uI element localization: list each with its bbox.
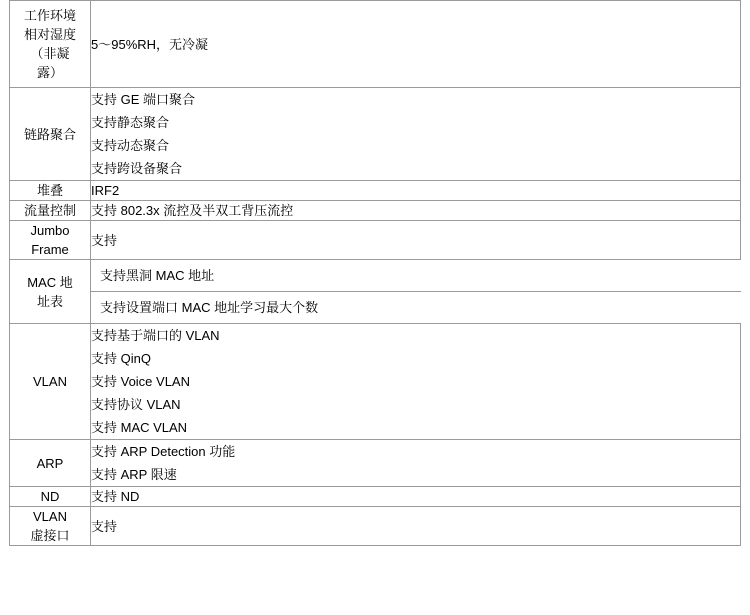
row-value-cell	[91, 1, 741, 88]
row-value: 支持 ND	[91, 489, 140, 504]
row-label-cell	[10, 260, 91, 324]
sub-row-value: 支持黑洞 MAC 地址	[91, 260, 741, 292]
sub-row	[91, 292, 741, 324]
row-label-cell	[10, 201, 91, 221]
row-label: Jumbo Frame	[30, 223, 70, 257]
row-label-cell	[10, 324, 91, 440]
table-row	[10, 181, 741, 201]
table-row	[10, 487, 741, 507]
row-label: 堆叠	[36, 183, 63, 198]
row-value: IRF2	[91, 183, 120, 198]
row-value-cell	[91, 201, 741, 221]
sub-row	[91, 260, 741, 292]
row-value: 支持	[91, 518, 118, 534]
row-label: VLAN	[33, 374, 67, 389]
row-label-cell	[10, 507, 91, 546]
row-value: 支持基于端口的 VLAN 支持 QinQ 支持 Voice VLAN 支持协议 VLAN 支持 MAC VLAN	[91, 328, 220, 435]
row-label-cell	[10, 88, 91, 181]
row-label: 流量控制	[23, 203, 76, 218]
row-label: ARP	[36, 455, 64, 471]
row-value: 5～95%RH，无冷凝	[91, 36, 209, 52]
table-row	[10, 507, 741, 546]
row-value: 支持 ARP Detection 功能 支持 ARP 限速	[91, 444, 236, 482]
row-label: ND	[40, 489, 60, 504]
row-value: 支持	[91, 232, 118, 248]
table-row	[10, 221, 741, 260]
row-value-cell	[91, 260, 741, 324]
row-value-cell	[91, 221, 741, 260]
table-row	[10, 324, 741, 440]
sub-row-value: 支持设置端口 MAC 地址学习最大个数	[100, 300, 319, 315]
row-label-cell	[10, 440, 91, 487]
table-row	[10, 201, 741, 221]
row-label-cell	[10, 487, 91, 507]
row-value: 支持 802.3x 流控及半双工背压流控	[91, 203, 294, 218]
table-row	[10, 1, 741, 88]
table-row	[10, 440, 741, 487]
specification-table	[9, 0, 741, 546]
row-label: 链路聚合	[23, 126, 76, 142]
row-value-cell	[91, 507, 741, 546]
row-value-cell	[91, 440, 741, 487]
row-value-cell	[91, 487, 741, 507]
row-value-cell	[91, 324, 741, 440]
row-label-cell	[10, 1, 91, 88]
row-value-cell	[91, 88, 741, 181]
sub-table	[91, 260, 741, 323]
row-label: 工作环境 相对湿度 （非凝 露）	[23, 8, 76, 80]
row-label: MAC 地 址表	[27, 274, 73, 309]
table-row	[10, 88, 741, 181]
table-row	[10, 260, 741, 324]
row-value-cell	[91, 181, 741, 201]
row-label: VLAN 虚接口	[30, 509, 70, 543]
row-label-cell	[10, 181, 91, 201]
row-label-cell	[10, 221, 91, 260]
row-value: 支持 GE 端口聚合 支持静态聚合 支持动态聚合 支持跨设备聚合	[91, 92, 196, 176]
